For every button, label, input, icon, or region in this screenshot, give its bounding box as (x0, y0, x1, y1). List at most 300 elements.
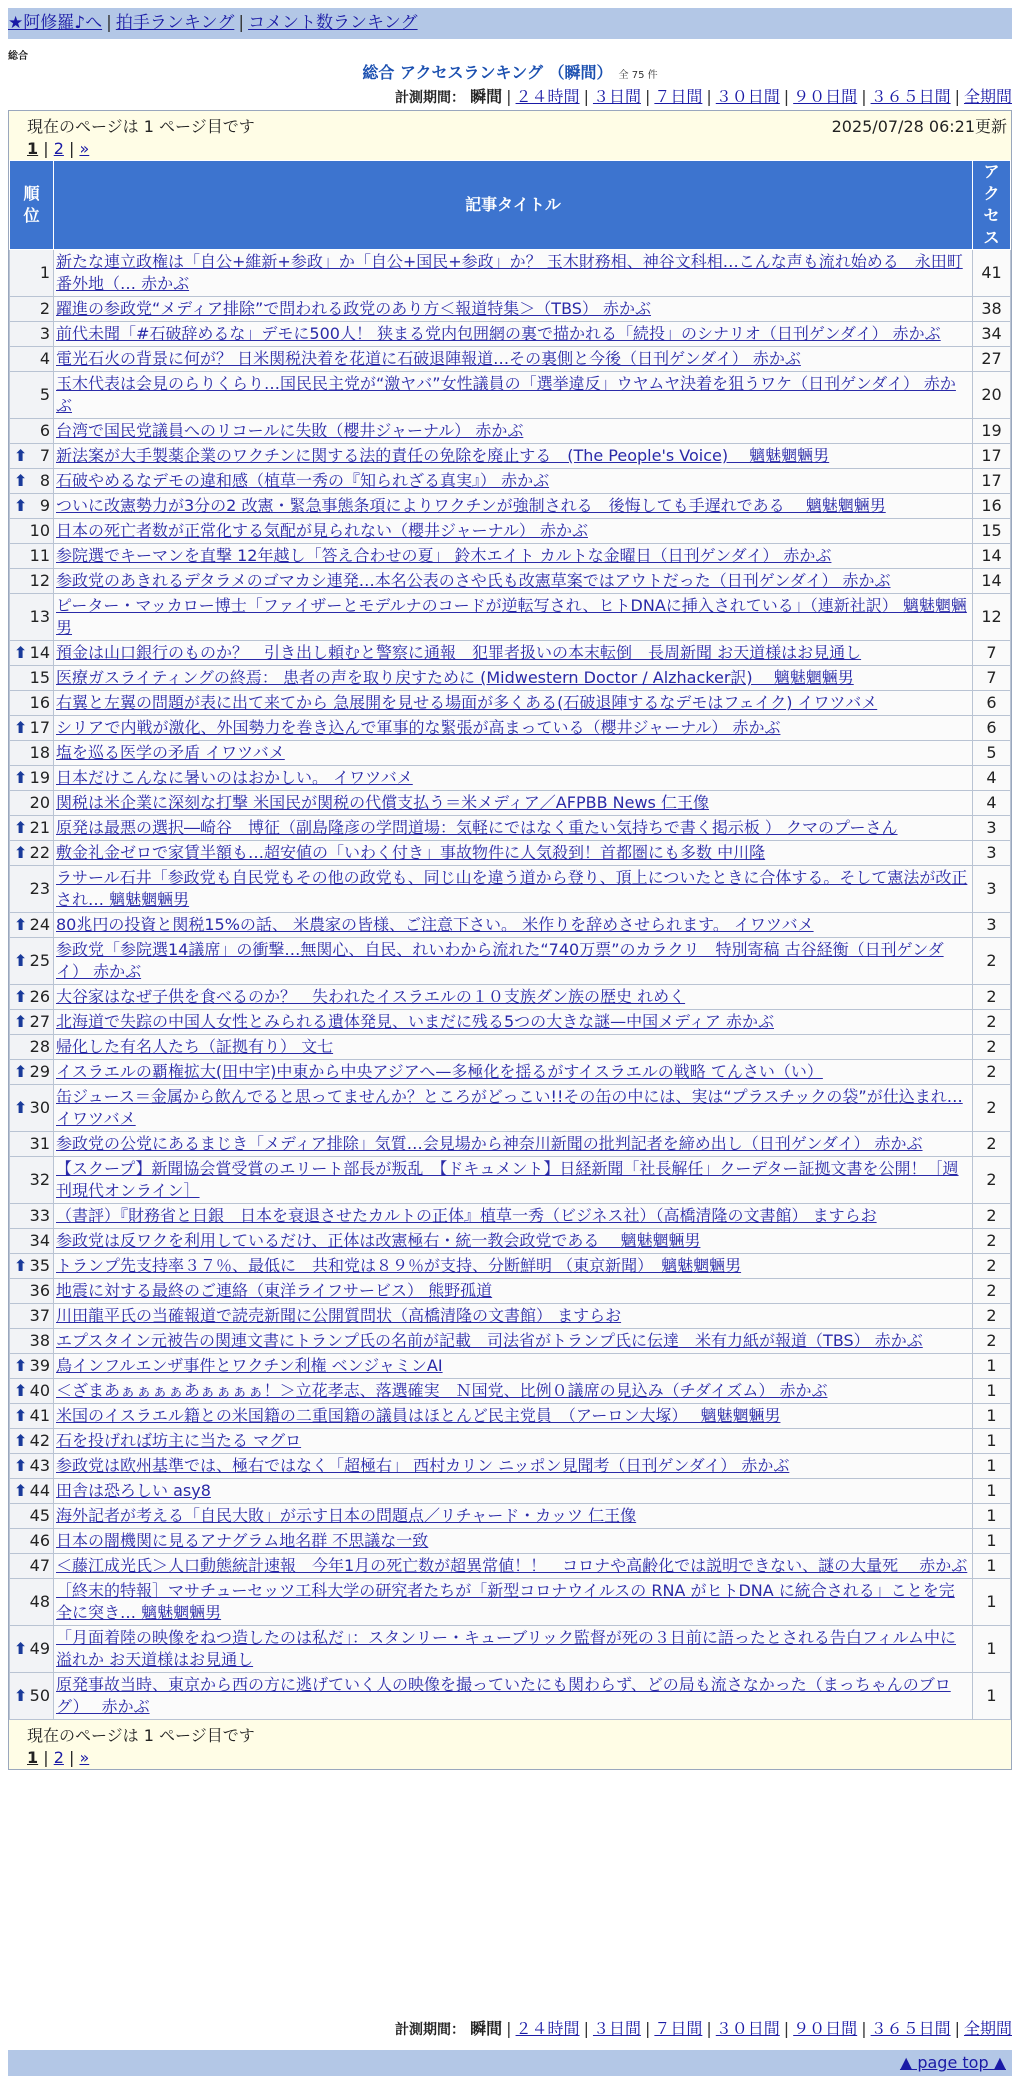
rank-cell (10, 1529, 54, 1554)
article-title-link[interactable]: 石破やめるなデモの違和感（植草一秀の『知られざる真実』） 赤かぶ (56, 471, 550, 490)
title-cell (54, 1304, 973, 1329)
up-arrow-icon: ⬆ (14, 768, 28, 787)
title-cell (54, 594, 973, 641)
table-row (10, 1504, 1011, 1529)
access-count: 2 (973, 1329, 1011, 1354)
table-row (10, 985, 1011, 1010)
up-arrow-icon: ⬆ (14, 446, 28, 465)
rank-cell (10, 519, 54, 544)
period-30d-link[interactable]: ３０日間 (715, 2019, 780, 2038)
access-count: 2 (973, 1132, 1011, 1157)
period-7d-link[interactable]: ７日間 (654, 2019, 703, 2038)
article-title-link[interactable]: 米国のイスラエル籍との米国籍の二重国籍の議員はほとんど民主党員 （アーロン大塚） 魑魅魍魎男 (56, 1406, 781, 1425)
separator: | (106, 13, 112, 33)
rank-cell (10, 1204, 54, 1229)
article-title-link[interactable]: 海外記者が考える「自民大敗」が示す日本の問題点／リチャード・カッツ 仁王像 (56, 1506, 637, 1525)
rank-cell (10, 297, 54, 322)
table-row (10, 519, 1011, 544)
access-count: 16 (973, 494, 1011, 519)
rank-cell (10, 1132, 54, 1157)
title-cell (54, 1157, 973, 1204)
rank-cell (10, 1504, 54, 1529)
period-7d-link[interactable]: ７日間 (654, 87, 703, 106)
title-cell (54, 322, 973, 347)
article-title-link[interactable]: 鳥インフルエンザ事件とワクチン利権 ベンジャミンAI (56, 1356, 443, 1375)
access-count: 1 (973, 1673, 1011, 1720)
table-row (10, 594, 1011, 641)
title-cell (54, 544, 973, 569)
table-row (10, 1454, 1011, 1479)
table-row (10, 347, 1011, 372)
access-count: 17 (973, 444, 1011, 469)
total-count: 全 75 件 (618, 70, 658, 81)
period-365d-link[interactable]: ３６５日間 (870, 87, 951, 106)
access-count: 17 (973, 469, 1011, 494)
access-count: 2 (973, 1035, 1011, 1060)
top-nav-bar (8, 8, 1012, 39)
article-title-link[interactable]: 参政党は欧州基準では、極右ではなく「超極右」 西村カリン ニッポン見聞考（日刊ゲンダイ） 赤かぶ (56, 1456, 790, 1475)
rank-number: 8 (39, 471, 50, 490)
rank-cell (10, 1404, 54, 1429)
rank-number: 38 (29, 1331, 50, 1350)
rank-number: 7 (39, 446, 50, 465)
rank-cell (10, 1010, 54, 1035)
rank-cell (10, 1329, 54, 1354)
table-row (10, 816, 1011, 841)
article-title-link[interactable]: 参政党のあきれるデタラメのゴマカシ連発…本名公表のさや氏も改憲草案ではアウトだった（日刊ゲンダイ） 赤かぶ (56, 571, 891, 590)
article-title-link[interactable]: 日本の闇機関に見るアナグラム地名群 不思議な一致 (56, 1531, 429, 1550)
up-arrow-icon: ⬆ (14, 1098, 28, 1117)
rank-cell (10, 494, 54, 519)
title-cell (54, 1479, 973, 1504)
period-365d-link[interactable]: ３６５日間 (870, 2019, 951, 2038)
rank-cell (10, 691, 54, 716)
article-title-link[interactable]: ［終末的特報］マサチューセッツ工科大学の研究者たちが「新型コロナウイルスの RNA がヒトDNA に統合される」ことを完全に突き… 魑魅魍魎男 (56, 1581, 955, 1622)
title-cell (54, 1429, 973, 1454)
page-2-link[interactable]: 2 (53, 1748, 64, 1767)
table-row (10, 1229, 1011, 1254)
table-row (10, 322, 1011, 347)
footer-bar (8, 2050, 1012, 2076)
rank-cell (10, 791, 54, 816)
page-title: 総合 アクセスランキング （瞬間） (362, 63, 613, 82)
article-title-link[interactable]: （書評）『財務省と日銀 日本を衰退させたカルトの正体』植草一秀（ビジネス社）（高橋清隆の文書館） ますらお (56, 1206, 877, 1225)
rank-number: 35 (29, 1256, 50, 1275)
table-row (10, 1085, 1011, 1132)
title-cell (54, 1354, 973, 1379)
title-cell (54, 1010, 973, 1035)
next-page-link[interactable]: » (79, 1748, 90, 1767)
rank-cell (10, 250, 54, 297)
article-title-link[interactable]: 田舎は恐ろしい asy8 (56, 1481, 211, 1500)
access-count: 1 (973, 1454, 1011, 1479)
rank-number: 5 (39, 385, 50, 404)
article-title-link[interactable]: ＜藤江成光氏＞人口動態統計速報 今年1月の死亡数が超異常値！！ コロナや高齢化では説明できない、謎の大量死 赤かぶ (56, 1556, 968, 1575)
title-cell (54, 666, 973, 691)
rank-cell (10, 1626, 54, 1673)
rank-number: 19 (29, 768, 50, 787)
table-row (10, 1279, 1011, 1304)
article-title-link[interactable]: 日本の死亡者数が正常化する気配が見られない（櫻井ジャーナル） 赤かぶ (56, 521, 588, 540)
up-arrow-icon: ⬆ (14, 496, 28, 515)
rank-number: 23 (29, 879, 50, 898)
table-row (10, 666, 1011, 691)
access-count: 19 (973, 419, 1011, 444)
title-cell (54, 1504, 973, 1529)
access-count: 2 (973, 1010, 1011, 1035)
page-numbers: 1 | 2 | » (27, 139, 90, 158)
ranking-table (9, 160, 1011, 1720)
access-count: 1 (973, 1404, 1011, 1429)
article-title-link[interactable]: 「月面着陸の映像をねつ造したのは私だ」：スタンリー・キューブリック監督が死の３日前に語ったとされる告白フィルム中に溢れか お天道様はお見通し (56, 1628, 957, 1669)
rank-cell (10, 372, 54, 419)
article-title-link[interactable]: 80兆円の投資と関税15%の話、 米農家の皆様、ご注意下さい。 米作りを辞めさせられます。 イワツバメ (56, 915, 814, 934)
access-count: 1 (973, 1504, 1011, 1529)
table-row (10, 544, 1011, 569)
rank-number: 49 (29, 1639, 50, 1658)
up-arrow-icon: ⬆ (14, 471, 28, 490)
table-row (10, 469, 1011, 494)
rank-number: 47 (29, 1556, 50, 1575)
title-cell (54, 469, 973, 494)
table-row (10, 1304, 1011, 1329)
rank-number: 43 (29, 1456, 50, 1475)
rank-number: 17 (29, 718, 50, 737)
up-arrow-icon: ⬆ (14, 1406, 28, 1425)
rank-number: 27 (29, 1012, 50, 1031)
rank-cell (10, 816, 54, 841)
article-title-link[interactable]: 川田龍平氏の当確報道で読売新聞に公開質問状（高橋清隆の文書館） ますらお (56, 1306, 622, 1325)
article-title-link[interactable]: 玉木代表は会見のらりくらり…国民民主党が“激ヤバ”女性議員の「選挙違反」ウヤムヤ決着を狙うワケ（日刊ゲンダイ） 赤かぶ (56, 374, 956, 415)
rank-cell (10, 641, 54, 666)
up-arrow-icon: ⬆ (14, 915, 28, 934)
access-count: 38 (973, 297, 1011, 322)
period-3d-link[interactable]: ３日間 (592, 2019, 641, 2038)
article-title-link[interactable]: トランプ先支持率３７％、最低に 共和党は８９％が支持、分断鮮明 （東京新聞） 魑魅魍魎男 (56, 1256, 742, 1275)
period-all-link[interactable]: 全期間 (963, 2019, 1012, 2038)
rank-cell (10, 1085, 54, 1132)
article-title-link[interactable]: 石を投げれば坊主に当たる マグロ (56, 1431, 302, 1450)
title-cell (54, 494, 973, 519)
article-title-link[interactable]: 敷金礼金ゼロで家賃半額も…超安値の「いわく付き」事故物件に人気殺到！首都圏にも多数 中川隆 (56, 843, 766, 862)
title-cell (54, 1132, 973, 1157)
rank-number: 36 (29, 1281, 50, 1300)
title-cell (54, 1554, 973, 1579)
title-cell (54, 1579, 973, 1626)
rank-number: 4 (39, 349, 50, 368)
access-count: 1 (973, 1529, 1011, 1554)
article-title-link[interactable]: ＜ざまあぁぁぁぁあぁぁぁぁ！＞立花孝志、落選確実 Ｎ国党、比例０議席の見込み（チダイズム） 赤かぶ (56, 1381, 828, 1400)
up-arrow-icon: ⬆ (14, 1431, 28, 1450)
title-cell (54, 297, 973, 322)
rank-number: 28 (29, 1037, 50, 1056)
title-cell (54, 1254, 973, 1279)
title-cell (54, 866, 973, 913)
up-arrow-icon: ⬆ (14, 1381, 28, 1400)
period-current: 瞬間 (470, 87, 503, 106)
pager-bottom (9, 1720, 1011, 1769)
access-count: 2 (973, 1204, 1011, 1229)
up-arrow-icon: ⬆ (14, 1456, 28, 1475)
rank-number: 33 (29, 1206, 50, 1225)
access-count: 1 (973, 1354, 1011, 1379)
rank-cell (10, 444, 54, 469)
applause-ranking-link[interactable]: 拍手ランキング (115, 13, 235, 33)
table-row (10, 1479, 1011, 1504)
rank-cell (10, 866, 54, 913)
rank-number: 46 (29, 1531, 50, 1550)
rank-number: 40 (29, 1381, 50, 1400)
category-label: 総合 (8, 51, 28, 62)
article-title-link[interactable]: 参院選でキーマンを直撃 12年越し「答え合わせの夏」 鈴木エイト カルトな金曜日（日刊ゲンダイ） 赤かぶ (56, 546, 832, 565)
access-count: 2 (973, 938, 1011, 985)
title-cell (54, 250, 973, 297)
article-title-link[interactable]: 右翼と左翼の問題が表に出て来てから 急展開を見せる場面が多くある(石破退陣するなデモはフェイク) イワツバメ (56, 693, 878, 712)
rank-cell (10, 766, 54, 791)
page-top-link[interactable]: ▲ page top ▲ (899, 2053, 1006, 2072)
up-arrow-icon: ⬆ (14, 843, 28, 862)
rank-number: 34 (29, 1231, 50, 1250)
rank-number: 26 (29, 987, 50, 1006)
period-selector-top: 計測期間： 瞬間 | ２４時間 | ３日間 | ７日間 | ３０日間 | ９０日間 | ３６５日間 | 全期間 (395, 87, 1012, 106)
rank-cell (10, 1673, 54, 1720)
article-title-link[interactable]: ついに改憲勢力が3分の2 改憲・緊急事態条項によりワクチンが強制される 後悔しても手遅れである 魑魅魍魎男 (56, 496, 886, 515)
article-title-link[interactable]: ラサール石井「参政党も自民党もその他の政党も、同じ山を違う道から登り、頂上についたときに合体する。そして憲法が改正され… 魑魅魍魎男 (56, 868, 968, 909)
article-title-link[interactable]: 参政党の公党にあるまじき「メディア排除」気質…会見場から神奈川新聞の批判記者を締め出し（日刊ゲンダイ） 赤かぶ (56, 1134, 923, 1153)
rank-number: 12 (29, 571, 50, 590)
access-count: 3 (973, 841, 1011, 866)
table-row (10, 913, 1011, 938)
rank-cell (10, 1479, 54, 1504)
table-row (10, 866, 1011, 913)
current-page: 1 (27, 1748, 39, 1767)
rank-number: 6 (39, 421, 50, 440)
access-header: アクセス (973, 161, 1011, 250)
rank-cell (10, 1279, 54, 1304)
article-title-link[interactable]: イスラエルの覇権拡大(田中宇)中東から中央アジアへ—多極化を揺るがすイスラエルの戦略 てんさい（い） (56, 1062, 823, 1081)
period-30d-link[interactable]: ３０日間 (715, 87, 780, 106)
current-page: 1 (27, 139, 39, 158)
period-24h-link[interactable]: ２４時間 (515, 2019, 580, 2038)
rank-number: 15 (29, 668, 50, 687)
table-row (10, 1404, 1011, 1429)
access-count: 2 (973, 1279, 1011, 1304)
access-count: 15 (973, 519, 1011, 544)
access-count: 1 (973, 1626, 1011, 1673)
rank-number: 22 (29, 843, 50, 862)
title-cell (54, 1204, 973, 1229)
rank-number: 24 (29, 915, 50, 934)
updated-time: 2025/07/28 06:21更新 (831, 117, 1007, 136)
period-90d-link[interactable]: ９０日間 (793, 87, 858, 106)
article-title-link[interactable]: シリアで内戦が激化、外国勢力を巻き込んで軍事的な緊張が高まっている（櫻井ジャーナル） 赤かぶ (56, 718, 781, 737)
article-title-link[interactable]: 地震に対する最終のご連絡（東洋ライフサービス） 熊野孤道 (56, 1281, 493, 1300)
table-row (10, 372, 1011, 419)
table-row (10, 1626, 1011, 1673)
up-arrow-icon: ⬆ (14, 643, 28, 662)
rank-number: 1 (39, 263, 50, 282)
rank-cell (10, 938, 54, 985)
rank-number: 50 (29, 1686, 50, 1705)
access-count: 1 (973, 1554, 1011, 1579)
period-3d-link[interactable]: ３日間 (592, 87, 641, 106)
title-cell (54, 913, 973, 938)
article-title-link[interactable]: 参政党は反ワクを利用しているだけ、正体は改憲極右・統一教会政党である 魑魅魍魎男 (56, 1231, 701, 1250)
rank-number: 11 (29, 546, 50, 565)
rank-cell (10, 1379, 54, 1404)
access-count: 1 (973, 1579, 1011, 1626)
article-title-link[interactable]: 台湾で国民党議員へのリコールに失敗（櫻井ジャーナル） 赤かぶ (56, 421, 524, 440)
rank-cell (10, 419, 54, 444)
table-row (10, 1529, 1011, 1554)
table-row (10, 1010, 1011, 1035)
article-title-link[interactable]: 大谷家はなぜ子供を食べるのか？ 失われたイスラエルの１０支族ダン族の歴史 れめく (56, 987, 686, 1006)
table-row (10, 494, 1011, 519)
article-title-link[interactable]: 電光石火の背景に何が？ 日米関税決着を花道に石破退陣報道…その裏側と今後（日刊ゲンダイ） 赤かぶ (56, 349, 801, 368)
title-cell (54, 519, 973, 544)
table-row (10, 1354, 1011, 1379)
rank-number: 9 (39, 496, 50, 515)
article-title-link[interactable]: 原発事故当時、東京から西の方に逃げていく人の映像を撮っていたにも関わらず、どの局も流さなかった（まっちゃんのブログ） 赤かぶ (56, 1675, 951, 1716)
table-row (10, 1329, 1011, 1354)
rank-number: 37 (29, 1306, 50, 1325)
period-24h-link[interactable]: ２４時間 (515, 87, 580, 106)
up-arrow-icon: ⬆ (14, 1481, 28, 1500)
period-all-link[interactable]: 全期間 (963, 87, 1012, 106)
rank-number: 39 (29, 1356, 50, 1375)
table-row (10, 841, 1011, 866)
rank-number: 41 (29, 1406, 50, 1425)
access-count: 4 (973, 766, 1011, 791)
article-title-link[interactable]: 日本だけこんなに暑いのはおかしい。 イワツバメ (56, 768, 413, 787)
page-2-link[interactable]: 2 (53, 139, 64, 158)
table-row (10, 716, 1011, 741)
article-title-link[interactable]: 躍進の参政党“メディア排除”で問われる政党のあり方＜報道特集＞（TBS） 赤かぶ (56, 299, 652, 318)
ranking-body (10, 250, 1011, 1720)
title-cell (54, 1085, 973, 1132)
access-count: 2 (973, 985, 1011, 1010)
table-row (10, 1379, 1011, 1404)
article-title-link[interactable]: 塩を巡る医学の矛盾 イワツバメ (56, 743, 285, 762)
rank-cell (10, 841, 54, 866)
rank-cell (10, 594, 54, 641)
access-count: 4 (973, 791, 1011, 816)
rank-number: 42 (29, 1431, 50, 1450)
up-arrow-icon: ⬆ (14, 1356, 28, 1375)
table-row (10, 569, 1011, 594)
rank-number: 2 (39, 299, 50, 318)
article-title-link[interactable]: 預金は山口銀行のものか？ 引き出し頼むと警察に通報 犯罪者扱いの本末転倒 長周新聞 お天道様はお見通し (56, 643, 862, 662)
article-title-link[interactable]: 新法案が大手製薬企業のワクチンに関する法的責任の免除を廃止する (The People's Voice) 魑魅魍魎男 (56, 446, 830, 465)
access-count: 14 (973, 544, 1011, 569)
title-cell (54, 741, 973, 766)
title-cell (54, 691, 973, 716)
table-row (10, 1204, 1011, 1229)
table-row (10, 1132, 1011, 1157)
rank-cell (10, 1157, 54, 1204)
title-cell (54, 347, 973, 372)
rank-number: 44 (29, 1481, 50, 1500)
rank-cell (10, 544, 54, 569)
title-cell (54, 816, 973, 841)
article-title-link[interactable]: 【スクープ】新聞協会賞受賞のエリート部長が叛乱 【ドキュメント】日経新聞「社長解任」クーデター証拠文書を公開！［週刊現代オンライン］ (56, 1159, 959, 1200)
title-header: 記事タイトル (54, 161, 973, 250)
access-count: 3 (973, 866, 1011, 913)
rank-number: 31 (29, 1134, 50, 1153)
period-selector-bottom: 計測期間： 瞬間 | ２４時間 | ３日間 | ７日間 | ３０日間 | ９０日間 | ３６５日間 | 全期間 (395, 2019, 1012, 2038)
title-cell (54, 641, 973, 666)
article-title-link[interactable]: ピーター・マッカロー博士「ファイザーとモデルナのコードが逆転写され、ヒトDNAに挿入されている」（連新社訳） 魑魅魍魎男 (56, 596, 967, 637)
article-title-link[interactable]: 前代未聞「#石破辞めるな」デモに500人！ 狭まる党内包囲網の裏で描かれる「続投」のシナリオ（日刊ゲンダイ） 赤かぶ (56, 324, 941, 343)
title-cell (54, 841, 973, 866)
next-page-link[interactable]: » (79, 139, 90, 158)
article-title-link[interactable]: 参政党「参院選14議席」の衝撃…無関心、自民、れいわから流れた“740万票”のカラクリ 特別寄稿 古谷経衡（日刊ゲンダイ） 赤かぶ (56, 940, 944, 981)
access-count: 3 (973, 816, 1011, 841)
title-cell (54, 791, 973, 816)
rank-cell (10, 913, 54, 938)
article-title-link[interactable]: 帰化した有名人たち（証拠有り） 文七 (56, 1037, 334, 1056)
table-row (10, 1673, 1011, 1720)
access-count: 7 (973, 666, 1011, 691)
rank-number: 32 (29, 1170, 50, 1189)
article-title-link[interactable]: 新たな連立政権は「自公+維新+参政」か「自公+国民+参政」か？ 玉木財務相、神谷文科相…こんな声も流れ始める 永田町番外地（… 赤かぶ (56, 252, 963, 293)
comment-ranking-link[interactable]: コメント数ランキング (248, 13, 418, 33)
rank-number: 45 (29, 1506, 50, 1525)
article-title-link[interactable]: 医療ガスライティングの終焉： 患者の声を取り戻すために (Midwestern Doctor / Alzhacker訳) 魑魅魍魎男 (56, 668, 854, 687)
title-cell (54, 569, 973, 594)
table-row (10, 419, 1011, 444)
title-cell (54, 444, 973, 469)
page-numbers: 1 | 2 | » (27, 1748, 90, 1767)
title-cell (54, 938, 973, 985)
rank-cell (10, 741, 54, 766)
rank-cell (10, 347, 54, 372)
access-count: 6 (973, 716, 1011, 741)
table-row (10, 1035, 1011, 1060)
pager-top (9, 111, 1011, 160)
access-count: 2 (973, 1229, 1011, 1254)
rank-number: 48 (29, 1592, 50, 1611)
access-count: 1 (973, 1479, 1011, 1504)
rank-number: 25 (29, 951, 50, 970)
article-title-link[interactable]: 原発は最悪の選択―崎谷 博征（副島隆彦の学問道場：気軽にではなく重たい気持ちで書く掲示板 ） クマのプーさん (56, 818, 898, 837)
rank-cell (10, 1254, 54, 1279)
access-count: 6 (973, 691, 1011, 716)
table-row (10, 791, 1011, 816)
title-cell (54, 766, 973, 791)
article-title-link[interactable]: エプスタイン元被告の関連文書にトランプ氏の名前が記載 司法省がトランプ氏に伝達 米有力紙が報道（TBS） 赤かぶ (56, 1331, 923, 1350)
title-cell (54, 1673, 973, 1720)
rank-cell (10, 1354, 54, 1379)
article-title-link[interactable]: 関税は米企業に深刻な打撃 米国民が関税の代償支払う＝米メディア／AFPBB News 仁王像 (56, 793, 709, 812)
up-arrow-icon: ⬆ (14, 1062, 28, 1081)
access-count: 20 (973, 372, 1011, 419)
home-link[interactable]: ★阿修羅♪へ (8, 13, 103, 33)
title-cell (54, 1060, 973, 1085)
access-count: 14 (973, 569, 1011, 594)
title-cell (54, 1454, 973, 1479)
title-cell (54, 1379, 973, 1404)
period-90d-link[interactable]: ９０日間 (793, 2019, 858, 2038)
table-row (10, 444, 1011, 469)
access-count: 2 (973, 1157, 1011, 1204)
article-title-link[interactable]: 缶ジュース＝金属から飲んでると思ってませんか？ところがどっこい!!その缶の中には、実は“プラスチックの袋”が仕込まれ… イワツバメ (56, 1087, 963, 1128)
access-count: 5 (973, 741, 1011, 766)
table-header-row (10, 161, 1011, 250)
title-cell (54, 1626, 973, 1673)
article-title-link[interactable]: 北海道で失踪の中国人女性とみられる遺体発見、いまだに残る5つの大きな謎—中国メディア 赤かぶ (56, 1012, 774, 1031)
title-cell (54, 372, 973, 419)
